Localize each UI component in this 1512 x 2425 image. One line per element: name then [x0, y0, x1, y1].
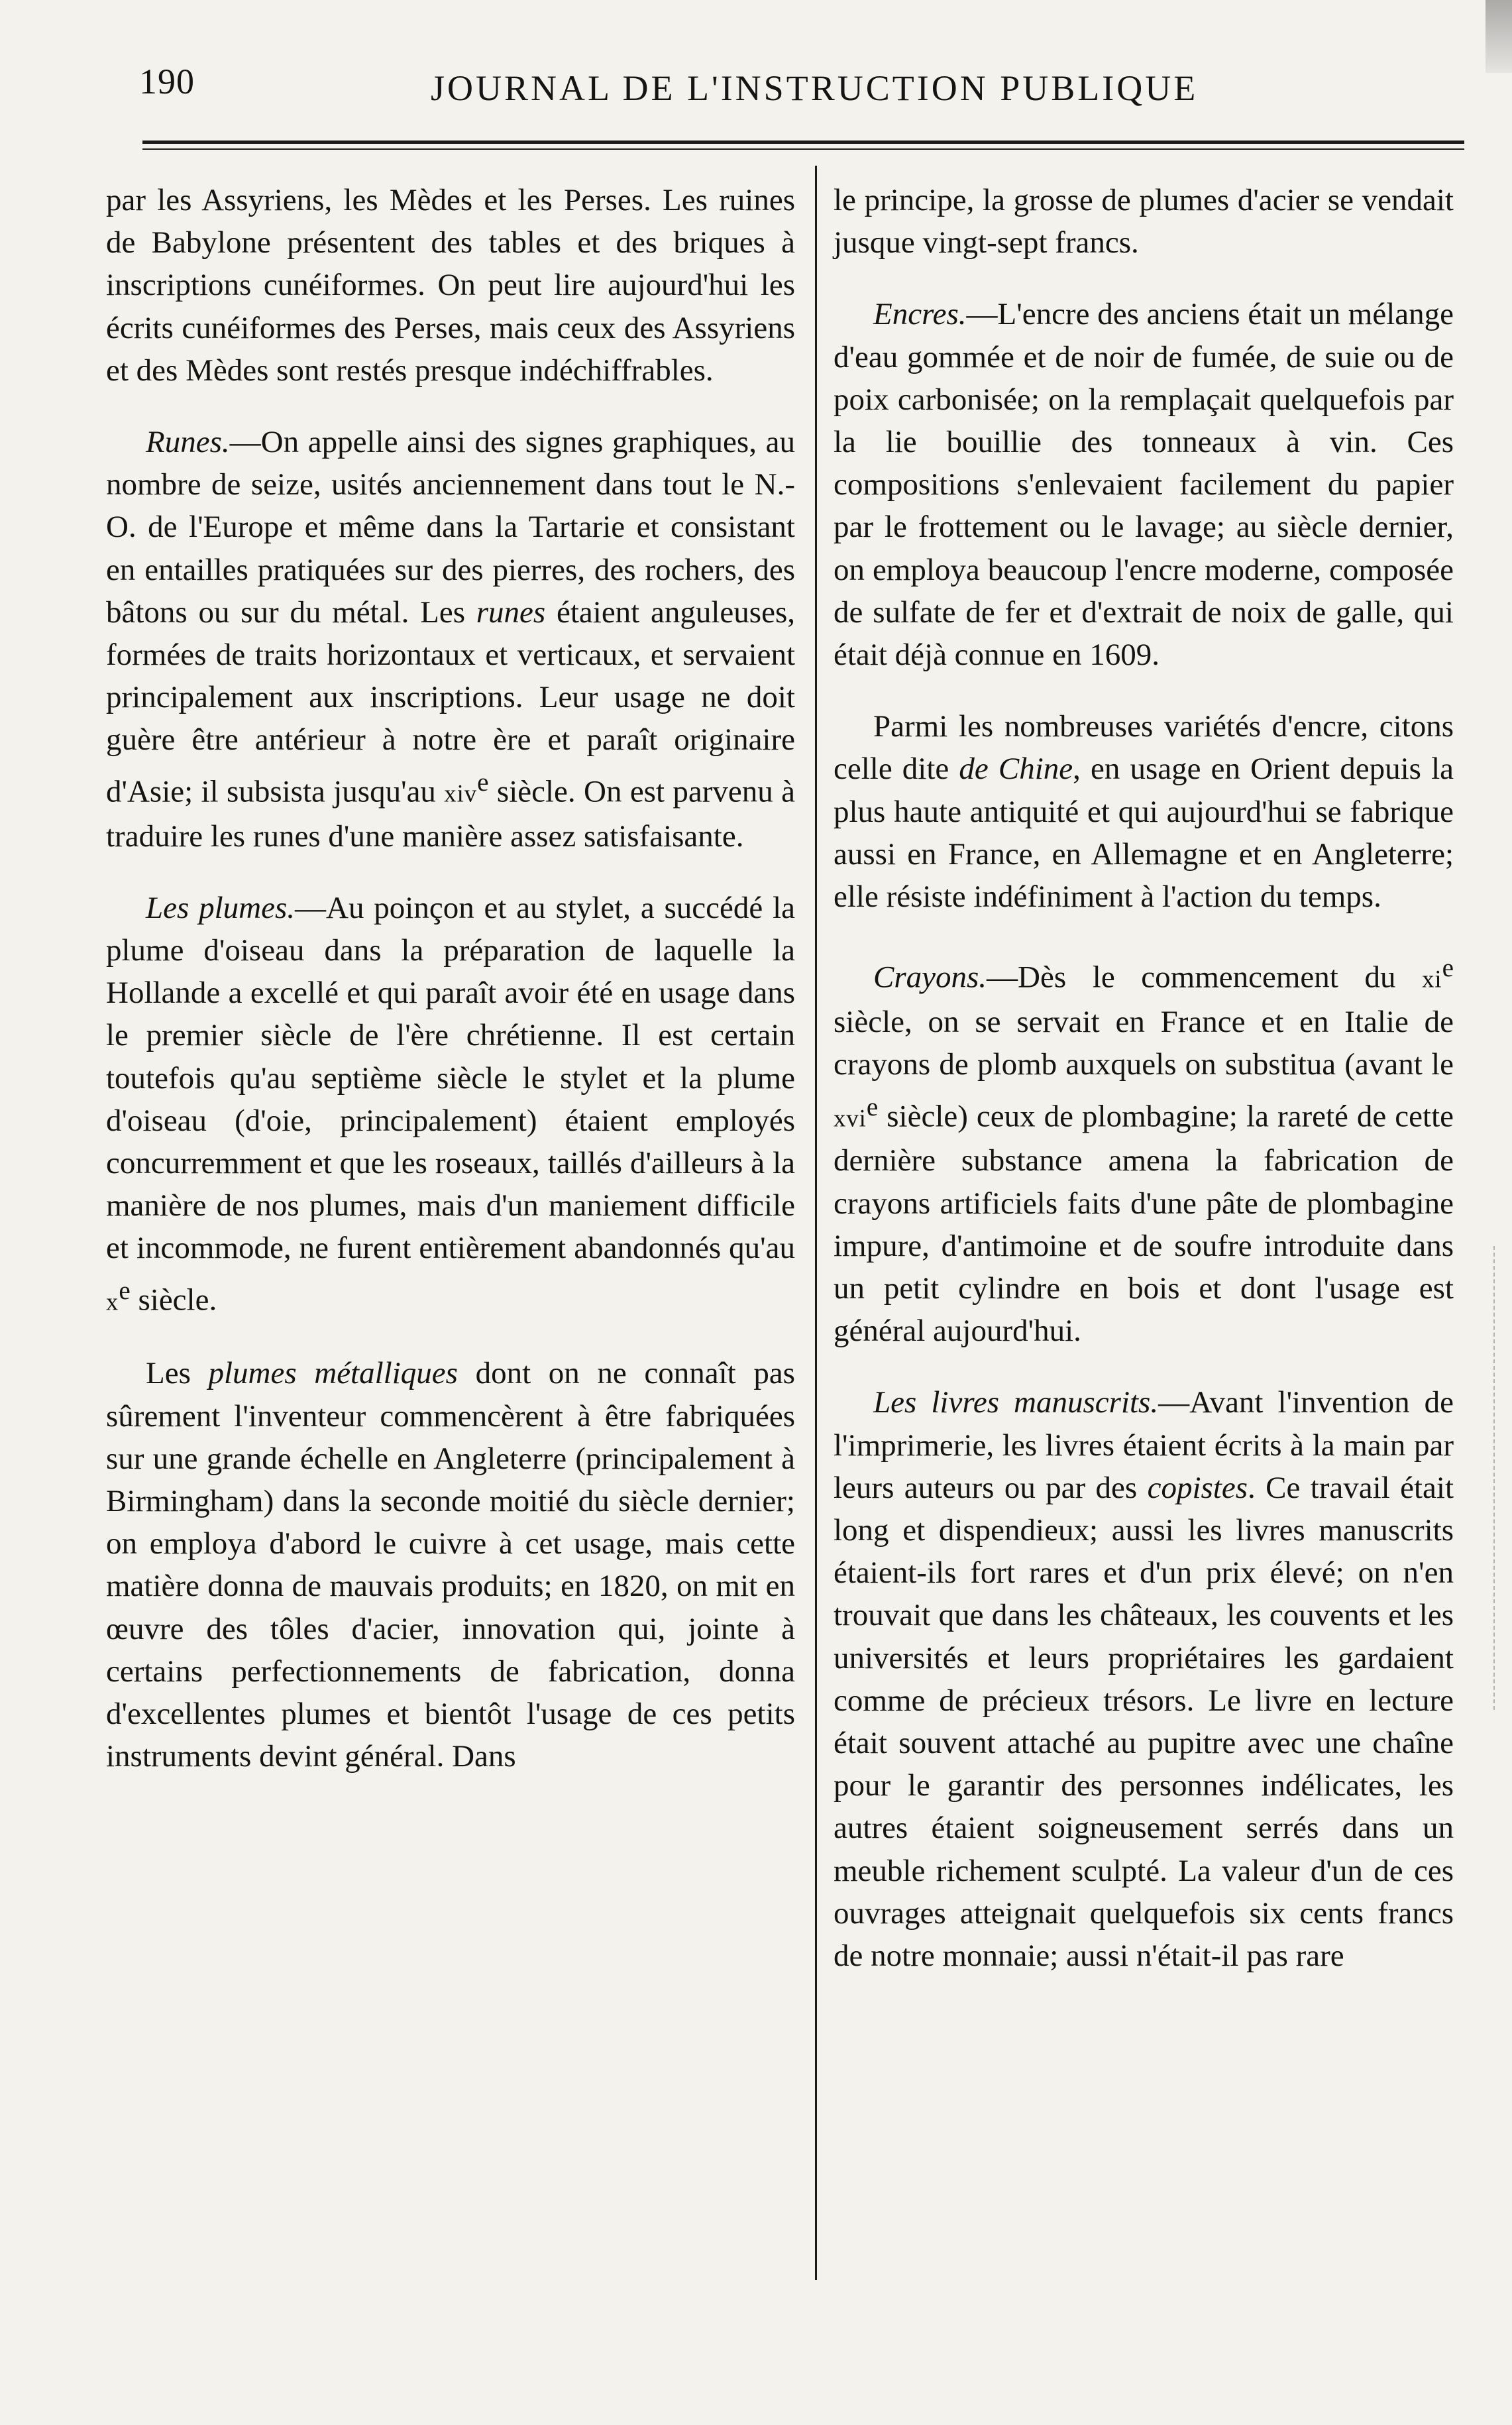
- paragraph-encres: [834, 293, 1454, 676]
- paragraph-text: siècle.: [130, 1282, 217, 1318]
- paragraph-plumes: [106, 887, 795, 1324]
- running-head: [139, 61, 1438, 121]
- section-lead-crayons: Crayons.: [873, 960, 987, 995]
- page-number: 190: [139, 62, 195, 101]
- paragraph-text: par les Assyriens, les Mèdes et les Perses. Les ruines de Babylone présentent des tables et des briques à inscriptions cunéiformes. On peut lire aujourd'hui les écrits cunéiformes des Perses, mais ceux des Assyriens et des Mèdes sont restés presque indéchiffrables.: [106, 183, 795, 388]
- paragraph-text: siècle. On est parvenu à traduire les runes d'une manière assez satisfaisante.: [106, 774, 795, 854]
- paragraph-principe: [834, 179, 1454, 264]
- century-superscript: e: [477, 767, 489, 797]
- paragraph-text: —Dès le commencement du: [987, 960, 1423, 995]
- paragraph-text: dont on ne connaît pas sûrement l'inventeur commencèrent à être fabriquées sur une grande échelle en Angleterre (principalement à Birmingham) dans la seconde moitié du siècle dernier; on employa d'abord le cuivre à cet usage, mais cette matière donna de mauvais produits; en 1820, on mit en œuvre des tôles d'acier, innovation qui, jointe à certains perfectionnements de fabrication, donna d'excellentes plumes et bientôt l'usage de ces petits instruments devint général. Dans: [106, 1356, 795, 1774]
- page-edge-stain: [1485, 0, 1512, 73]
- paragraph-text: —Au poinçon et au stylet, a succédé la plume d'oiseau dans la préparation de laquelle la Hollande a excellé et qui paraît avoir été en usage dans le premier siècle de l'ère chrétienne. Il est certain toutefois qu'au septième siècle le stylet et la plume d'oiseau (d'oie, principalement) étaient employés concurremment et que les roseaux, taillés d'ailleurs à la manière de nos plumes, mais d'un maniement difficile et incommode, ne furent entièrement abandonnés qu'au: [106, 890, 795, 1266]
- paragraph-text: Parmi les nombreuses variétés d'encre, citons celle dite: [834, 709, 1454, 787]
- paragraph-text: —Avant l'invention de l'imprimerie, les livres étaient écrits à la main par leurs auteurs ou par des: [834, 1385, 1454, 1505]
- paragraph-text: siècle) ceux de plombagine; la rareté de cette dernière substance amena la fabrication de crayons artificiels faits d'une pâte de plombagine impure, d'antimoine et de soufre introduite dans un petit cylindre en bois et dont l'usage est général aujourd'hui.: [834, 1099, 1454, 1349]
- journal-title: JOURNAL DE L'INSTRUCTION PUBLIQUE: [431, 68, 1199, 108]
- paragraph-encre-chine: [834, 705, 1454, 918]
- italic-term: de Chine: [959, 752, 1073, 787]
- century-superscript: e: [119, 1276, 131, 1305]
- century-numeral: xiv: [444, 779, 478, 807]
- century-numeral: x: [106, 1288, 119, 1316]
- paragraph-text: —On appelle ainsi des signes graphiques, au nombre de seize, usités anciennement dans tout le N.-O. de l'Europe et même dans la Tartarie et consistant en entailles pratiquées sur des pierres, des rochers, des bâtons ou sur du métal. Les: [106, 425, 795, 630]
- header-rule: [142, 141, 1464, 144]
- paragraph-text: —L'encre des anciens était un mélange d'eau gommée et de noir de fumée, de suie ou de poix carbonisée; on la remplaçait quelquefois par la lie bouillie des tonneaux à vin. Ces compositions s'enlevaient facilement du papier par le frottement ou le lavage; au siècle dernier, on employa beaucoup l'encre moderne, composée de sulfate de fer et d'extrait de noix de galle, qui était déjà connue en 1609.: [834, 297, 1454, 673]
- right-column: [834, 179, 1454, 1977]
- century-numeral: xi: [1422, 965, 1442, 993]
- century-numeral: xvi: [834, 1104, 867, 1132]
- century-superscript: e: [1442, 954, 1454, 983]
- paragraph-runes: [106, 421, 795, 858]
- section-lead-runes: Runes.: [146, 425, 230, 460]
- paragraph-livres-manuscrits: [834, 1381, 1454, 1977]
- paragraph-text: . Ce travail était long et dispendieux; aussi les livres manuscrits étaient-ils fort rares et d'un prix élevé; on n'en trouvait que dans les châteaux, les couvents et les universités et leurs propriétaires les gardaient comme de précieux trésors. Le livre en lecture était souvent attaché au pupitre avec une chaîne pour le garantir des personnes indélicates, les autres étaient soigneusement serrés dans un meuble richement sculpté. La valeur d'un de ces ouvrages atteignait quelquefois six cents francs de notre monnaie; aussi n'était-il pas rare: [834, 1470, 1454, 1974]
- paragraph-assyriens: [106, 179, 795, 392]
- italic-term: copistes: [1147, 1470, 1248, 1505]
- column-divider: [815, 166, 817, 2280]
- paragraph-text: siècle, on se servait en France et en Italie de crayons de plomb auxquels on substitua (avant le: [834, 1005, 1454, 1082]
- section-lead-livres: Les livres manuscrits.: [873, 1385, 1159, 1420]
- page-edge-mark: [1493, 1246, 1512, 1710]
- paragraph-plumes-metalliques: [106, 1352, 795, 1777]
- paragraph-text: , en usage en Orient depuis la plus haute antiquité et qui aujourd'hui se fabrique aussi en France, en Allemagne et en Angleterre; elle résiste indéfiniment à l'action du temps.: [834, 752, 1454, 915]
- century-superscript: e: [866, 1092, 879, 1121]
- paragraph-text: Les: [146, 1356, 209, 1391]
- paragraph-text: étaient anguleuses, formées de traits horizontaux et verticaux, et servaient principalement aux inscriptions. Leur usage ne doit guère être antérieur à notre ère et paraît originaire d'Asie; il subsista jusqu'au: [106, 594, 795, 809]
- italic-term: plumes métalliques: [208, 1356, 458, 1391]
- section-lead-plumes: Les plumes.: [146, 890, 296, 925]
- section-lead-encres: Encres.: [873, 297, 967, 332]
- paragraph-text: le principe, la grosse de plumes d'acier se vendait jusque vingt-sept francs.: [834, 183, 1454, 260]
- paragraph-crayons: [834, 947, 1454, 1352]
- left-column: [106, 179, 795, 1777]
- header-rule-thin: [142, 148, 1464, 150]
- italic-term: runes: [476, 594, 546, 630]
